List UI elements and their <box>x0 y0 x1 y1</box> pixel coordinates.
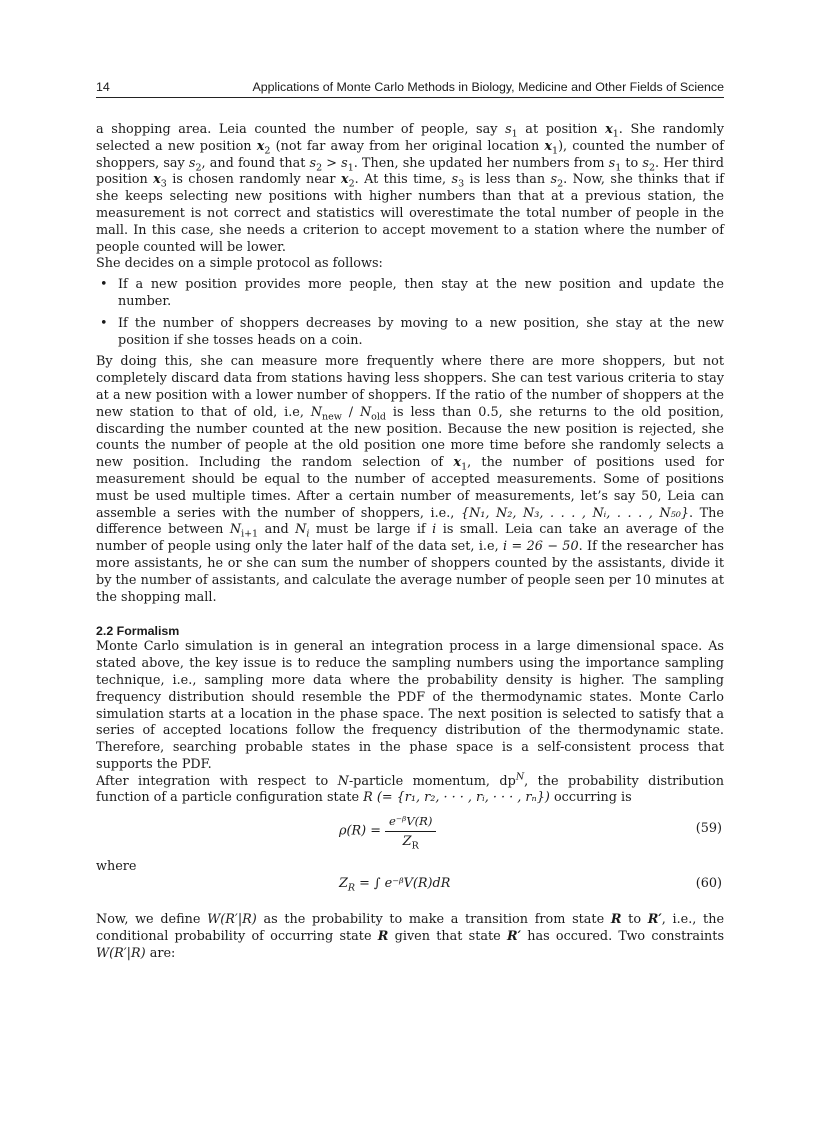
paragraph-6: Now, we define W(R′|R) as the probability to make a transition from state R to R′, i.e., the conditional probability of occurring state R given that state R′ has occured. Two constraints W(R′|R) are: <box>96 912 725 961</box>
running-title: Applications of Monte Carlo Methods in Biology, Medicine and Other Fields of Science <box>252 80 724 94</box>
paragraph-3: By doing this, she can measure more frequently where there are more shoppers, but not completely discard data from stations having less shoppers. She can test various criteria to stay at a new position with a lower number of shoppers. If the ratio of the number of shoppers at the new station to that of old, i.e, $N_{new} / N_{old}$ is less than 0.5, she returns to the old position, discarding the number counted at the new position. Because the new position is rejected, she counts the number of people at the old position one more time before she randomly selects a new position. Including the random selection of $x_1$, the number of positions used for measurement should be equal to the number of accepted measurements. Some of positions must be used multiple times. After a certain number of measurements, let’s say 50, Leia can assemble a series with the number of shoppers, i.e., {N₁, N₂, N₃, . . . , Nᵢ, . . . , N₅₀}. The difference between $N_{i+1}$ and $N_i$ must be large if i is small. Leia can take an average of the number of people using only the later half of the data set, i.e, i = 26 − 50. If the researcher has more assistants, he or she can sum the number of shoppers counted by the assistants, divide it by the number of assistants, and calculate the average number of people seen per 10 minutes at the shopping mall. <box>96 354 725 605</box>
paragraph-2: She decides on a simple protocol as follows: <box>96 256 383 272</box>
list-item: • If the number of shoppers decreases by moving to a new position, she stay at the new position if she tosses heads on a coin. <box>100 315 724 348</box>
where-text: where <box>96 859 137 875</box>
paper-page <box>96 76 724 962</box>
equation-60-label: (60) <box>695 876 722 892</box>
protocol-list <box>96 277 724 349</box>
section-heading: 2.2 Formalism <box>96 624 180 639</box>
body-text <box>96 122 724 962</box>
equation-59 <box>96 807 724 859</box>
equation-59-label: (59) <box>695 821 722 837</box>
paragraph-5: After integration with respect to N-particle momentum, $dp^N$, the probability distribution function of a particle configuration state R (= {r₁, r₂, · · · , rᵢ, · · · , rₙ}) occurring is <box>96 771 724 806</box>
bullet-icon: • <box>100 277 108 293</box>
equation-60-body: $Z_R$ = ∫ e⁻ᵝV(R)dR <box>339 876 451 894</box>
bullet-icon: • <box>100 315 108 331</box>
paragraph-1: a shopping area. Leia counted the number of people, say $s_1$ at position $x_1$. She randomly selected a new position $x_2$ (not far away from her original location $x_1$), counted the number of shoppers, say $s_2$, and found that $s_2 > s_1$. Then, she updated her numbers from $s_1$ to $s_2$. Her third position $x_3$ is chosen randomly near $x_2$. At this time, $s_3$ is less than $s_2$. Now, she thinks that if she keeps selecting new positions with higher numbers than that at a previous station, the measurement is not correct and statistics will overestimate the total number of people in the mall. In this case, she needs a criterion to accept movement to a station where the number of people counted will be lower. <box>96 122 725 255</box>
running-header <box>96 76 724 98</box>
fraction: $\frac{\text{e⁻ᵝV(R)}}{Z_R}$ <box>385 813 436 851</box>
equation-59-body: ρ(R) = $\frac{\text{e⁻ᵝV(R)}}{Z_R}$ <box>339 813 436 851</box>
paragraph-4: Monte Carlo simulation is in general an integration process in a large dimensional space. As stated above, the key issue is to reduce the sampling numbers using the importance sampling technique, i.e., sampling more data where the probability density is higher. The sampling frequency distribution should resemble the PDF of the thermodynamic states. Monte Carlo simulation starts at a location in the phase space. The next position is selected to satisfy that a series of accepted locations follow the frequency distribution of the thermodynamic state. Therefore, searching probable states in the phase space is a self-consistent process that supports the PDF. <box>96 639 724 772</box>
page-number: 14 <box>96 80 110 94</box>
equation-60 <box>96 876 724 912</box>
list-item: • If a new position provides more people, then stay at the new position and update the number. <box>100 277 724 309</box>
